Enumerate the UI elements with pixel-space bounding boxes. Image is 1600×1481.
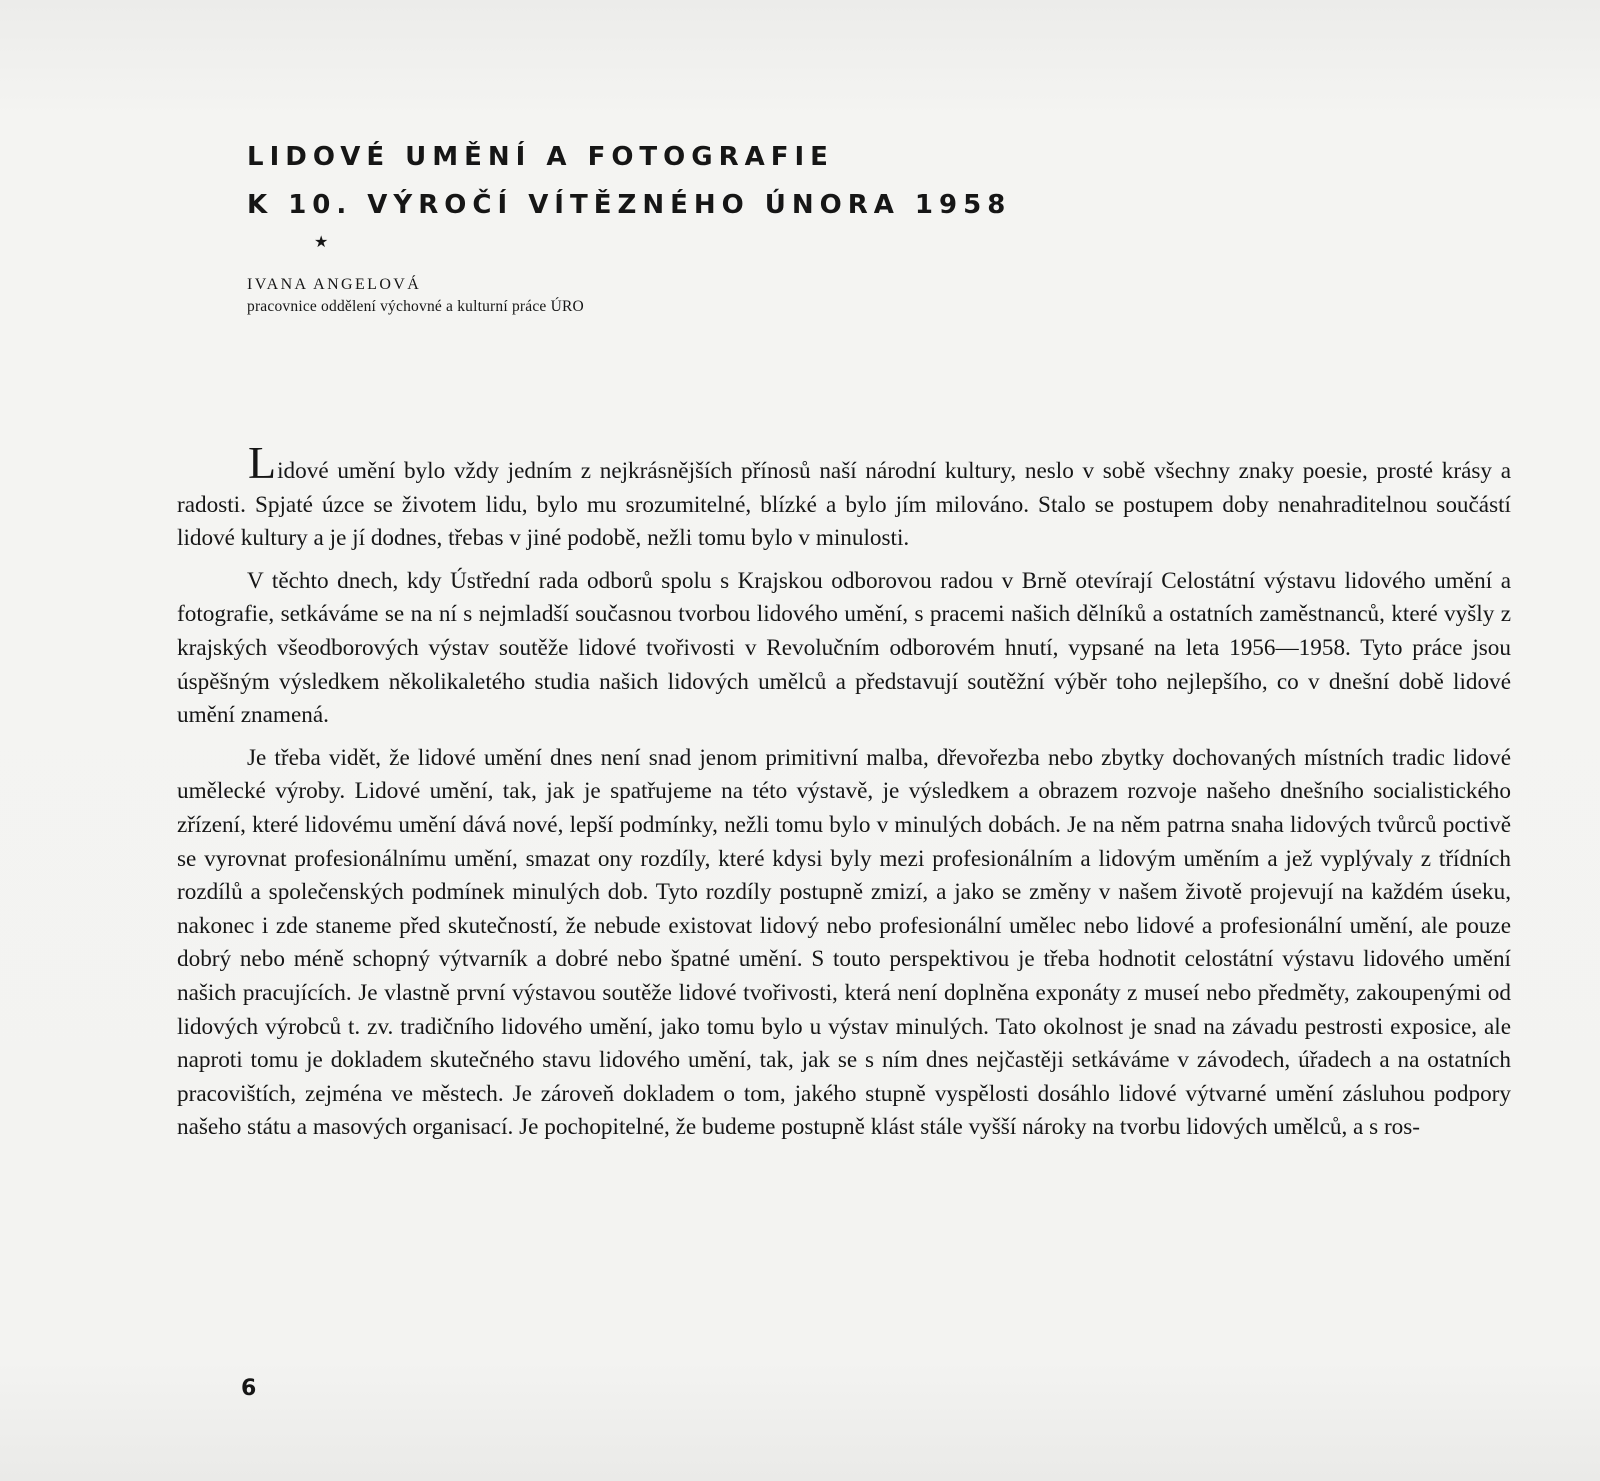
article-body [177,437,1511,1154]
paragraph-1-text: idové umění bylo vždy jedním z nejkrásnějších přínosů naší národní kultury, neslo v sobě všechny znaky poesie, prosté krásy a radosti. Spjaté úzce se životem lidu, bylo mu srozumitelné, blízké a bylo jím milováno. Stalo se postupem doby nenahraditelnou součástí lidové kultury a je jí dodnes, třebas v jiné podobě, nežli tomu bylo v minulosti. [177,458,1511,552]
paragraph-1 [177,437,1511,556]
title-line-2: K 10. VÝROČÍ VÍTĚZNÉHO ÚNORA 1958 [247,190,1012,220]
star-separator: ★ [314,232,329,251]
paragraph-2: V těchto dnech, kdy Ústřední rada odborů spolu s Krajskou odborovou radou v Brně otevírají Celostátní výstavu lidového umění a fotografie, setkáváme se na ní s nejmladší současnou tvorbou lidového umění, s pracemi našich dělníků a ostatních zaměstnanců, které vyšly z krajských všeodborových výstav soutěže lidové tvořivosti v Revolučním odborovém hnutí, vypsané na leta 1956—1958. Tyto práce jsou úspěšným výsledkem několikaletého studia našich lidových umělců a představují soutěžní výběr toho nejlepšího, co v dnešní době lidové umění znamená. [177,567,1511,729]
article-title [247,133,1147,229]
author-name: IVANA ANGELOVÁ [247,276,422,293]
drop-cap: L [248,437,277,488]
title-line-1: LIDOVÉ UMĚNÍ A FOTOGRAFIE [247,142,834,172]
author-role: pracovnice oddělení výchovné a kulturní práce ÚRO [247,298,584,315]
paragraph-3: Je třeba vidět, že lidové umění dnes není snad jenom primitivní malba, dřevořezba nebo zbytky dochovaných místních tradic lidové umělecké výroby. Lidové umění, tak, jak je spatřujeme na této výstavě, je výsledkem a obrazem rozvoje našeho dnešního socialistického zřízení, které lidovému umění dává nové, lepší podmínky, nežli tomu bylo v minulých dobách. Je na něm patrna snaha lidových tvůrců poctivě se vyrovnat profesionálnímu umění, smazat ony rozdíly, které kdysi byly mezi profesionálním a lidovým uměním a jež vyplývaly z třídních rozdílů a společenských podmínek minulých dob. Tyto rozdíly postupně zmizí, a jako se změny v našem životě projevují na každém úseku, nakonec i zde staneme před skutečností, že nebude existovat lidový nebo profesionální umělec nebo lidové a profesionální umění, ale pouze dobrý nebo méně schopný výtvarník a dobré nebo špatné umění. S touto perspektivou je třeba hodnotit celostátní výstavu lidového umění našich pracujících. Je vlastně první výstavou soutěže lidové tvořivosti, která není doplněna exponáty z museí nebo předměty, zakoupenými od lidových výrobců t. zv. tradičního lidového umění, jako tomu bylo u výstav minulých. Tato okolnost je snad na závadu pestrosti exposice, ale naproti tomu je dokladem skutečného stavu lidového umění, tak, jak se s ním dnes nejčastěji setkáváme v závodech, úřadech a na ostatních pracovištích, zejména ve městech. Je zároveň dokladem o tom, jakého stupně vyspělosti dosáhlo lidové výtvarné umění zásluhou podpory našeho státu a masových organisací. Je pochopitelné, že budeme postupně klást stále vyšší nároky na tvorbu lidových umělců, a s ros- [177,744,1511,1141]
page-number: 6 [241,1376,257,1401]
author-block [247,274,947,318]
